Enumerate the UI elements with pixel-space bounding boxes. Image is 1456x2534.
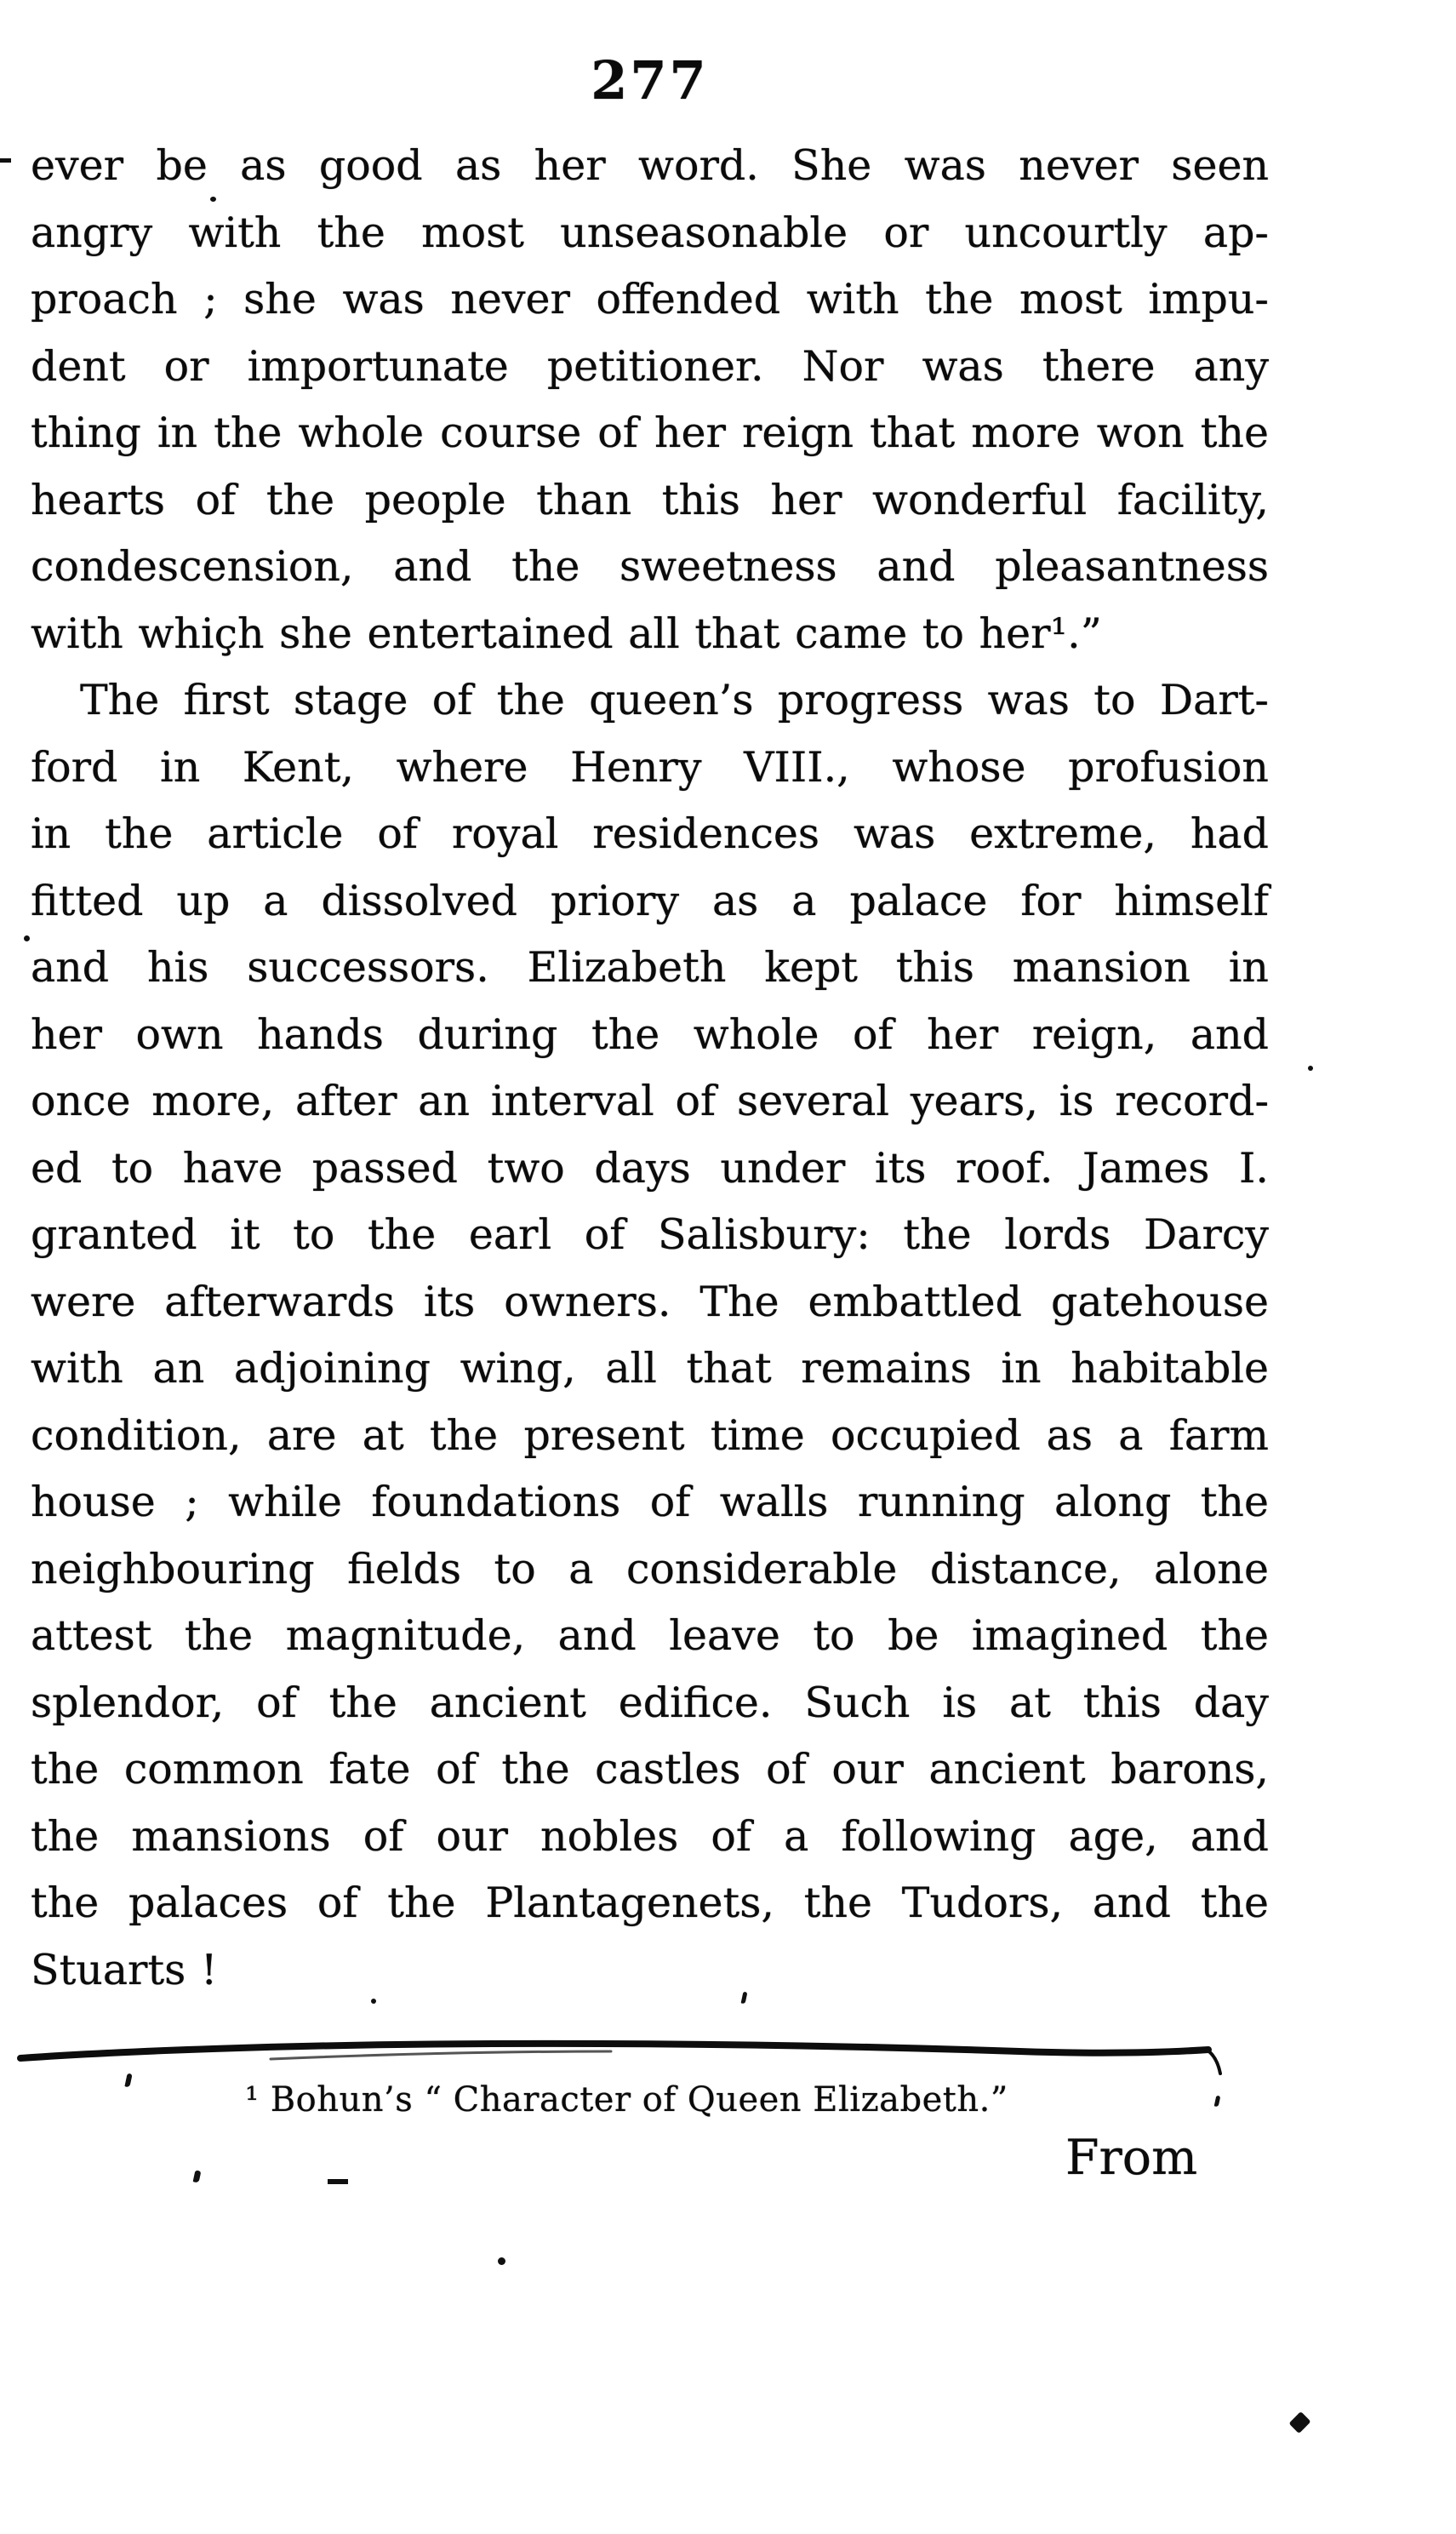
text-line: Stuarts ! [31,1945,218,1994]
text-line: once more, after an interval of several years, is record- [31,1077,1269,1125]
text-line: with whiçh she entertained all that came to her¹.” [31,609,1102,658]
text-line: in the article of royal residences was extreme, had [31,809,1269,858]
scan-speck [210,197,216,202]
text-line: with an adjoining wing, all that remains in habitable [31,1344,1269,1393]
footnote-rule [15,2031,1241,2082]
text-line: attest the magnitude, and leave to be imagined the [31,1611,1269,1660]
scan-speck [1214,2096,1221,2108]
scan-speck [1308,1066,1313,1071]
text-line: ford in Kent, where Henry VIII., whose profusion [31,742,1269,792]
text-line: fitted up a dissolved priory as a palace for himself [31,876,1269,925]
text-line: dent or importunate petitioner. Nor was there any [31,341,1269,391]
text-line: ed to have passed two days under its roof. James I. [31,1143,1269,1193]
text-line: and his successors. Elizabeth kept this mansion in [31,943,1269,992]
scan-speck [24,935,30,941]
text-line: condescension, and the sweetness and pleasantness [31,542,1269,591]
scan-speck [498,2257,505,2265]
text-line: thing in the whole course of her reign that more won the [31,409,1269,457]
scan-speck [328,2179,348,2184]
text-line: angry with the most unseasonable or uncourtly ap- [31,208,1269,257]
text-line: the common fate of the castles of our ancient barons, [31,1745,1269,1793]
text-line: The first stage of the queen’s progress was to Dart- [80,676,1269,724]
text-line: her own hands during the whole of her reign, and [31,1010,1269,1059]
text-line: granted it to the earl of Salisbury: the lords Darcy [31,1210,1269,1259]
footnote: ¹ Bohun’s “ Character of Queen Elizabeth.” [245,2080,1008,2119]
catchword: From [1065,2130,1198,2186]
text-line: the palaces of the Plantagenets, the Tudors, and the [31,1879,1269,1927]
text-line: house ; while foundations of walls running along the [31,1478,1269,1526]
scan-speck [1288,2411,1310,2434]
text-line: ever be as good as her word. She was never seen [31,141,1269,190]
scan-speck [0,158,11,163]
text-line: proach ; she was never offended with the most impu- [31,275,1269,323]
scan-speck [193,2170,202,2182]
text-line: splendor, of the ancient edifice. Such is at this day [31,1678,1269,1727]
scan-speck [371,1999,376,2004]
page-number: 277 [591,49,709,112]
text-line: were afterwards its owners. The embattled gatehouse [31,1277,1269,1326]
body-text [31,133,1269,2004]
text-line: condition, are at the present time occupied as a farm [31,1410,1269,1460]
text-line: neighbouring fields to a considerable distance, alone [31,1544,1269,1593]
text-line: the mansions of our nobles of a following age, and [31,1811,1269,1861]
text-line: hearts of the people than this her wonderful facility, [31,475,1269,524]
